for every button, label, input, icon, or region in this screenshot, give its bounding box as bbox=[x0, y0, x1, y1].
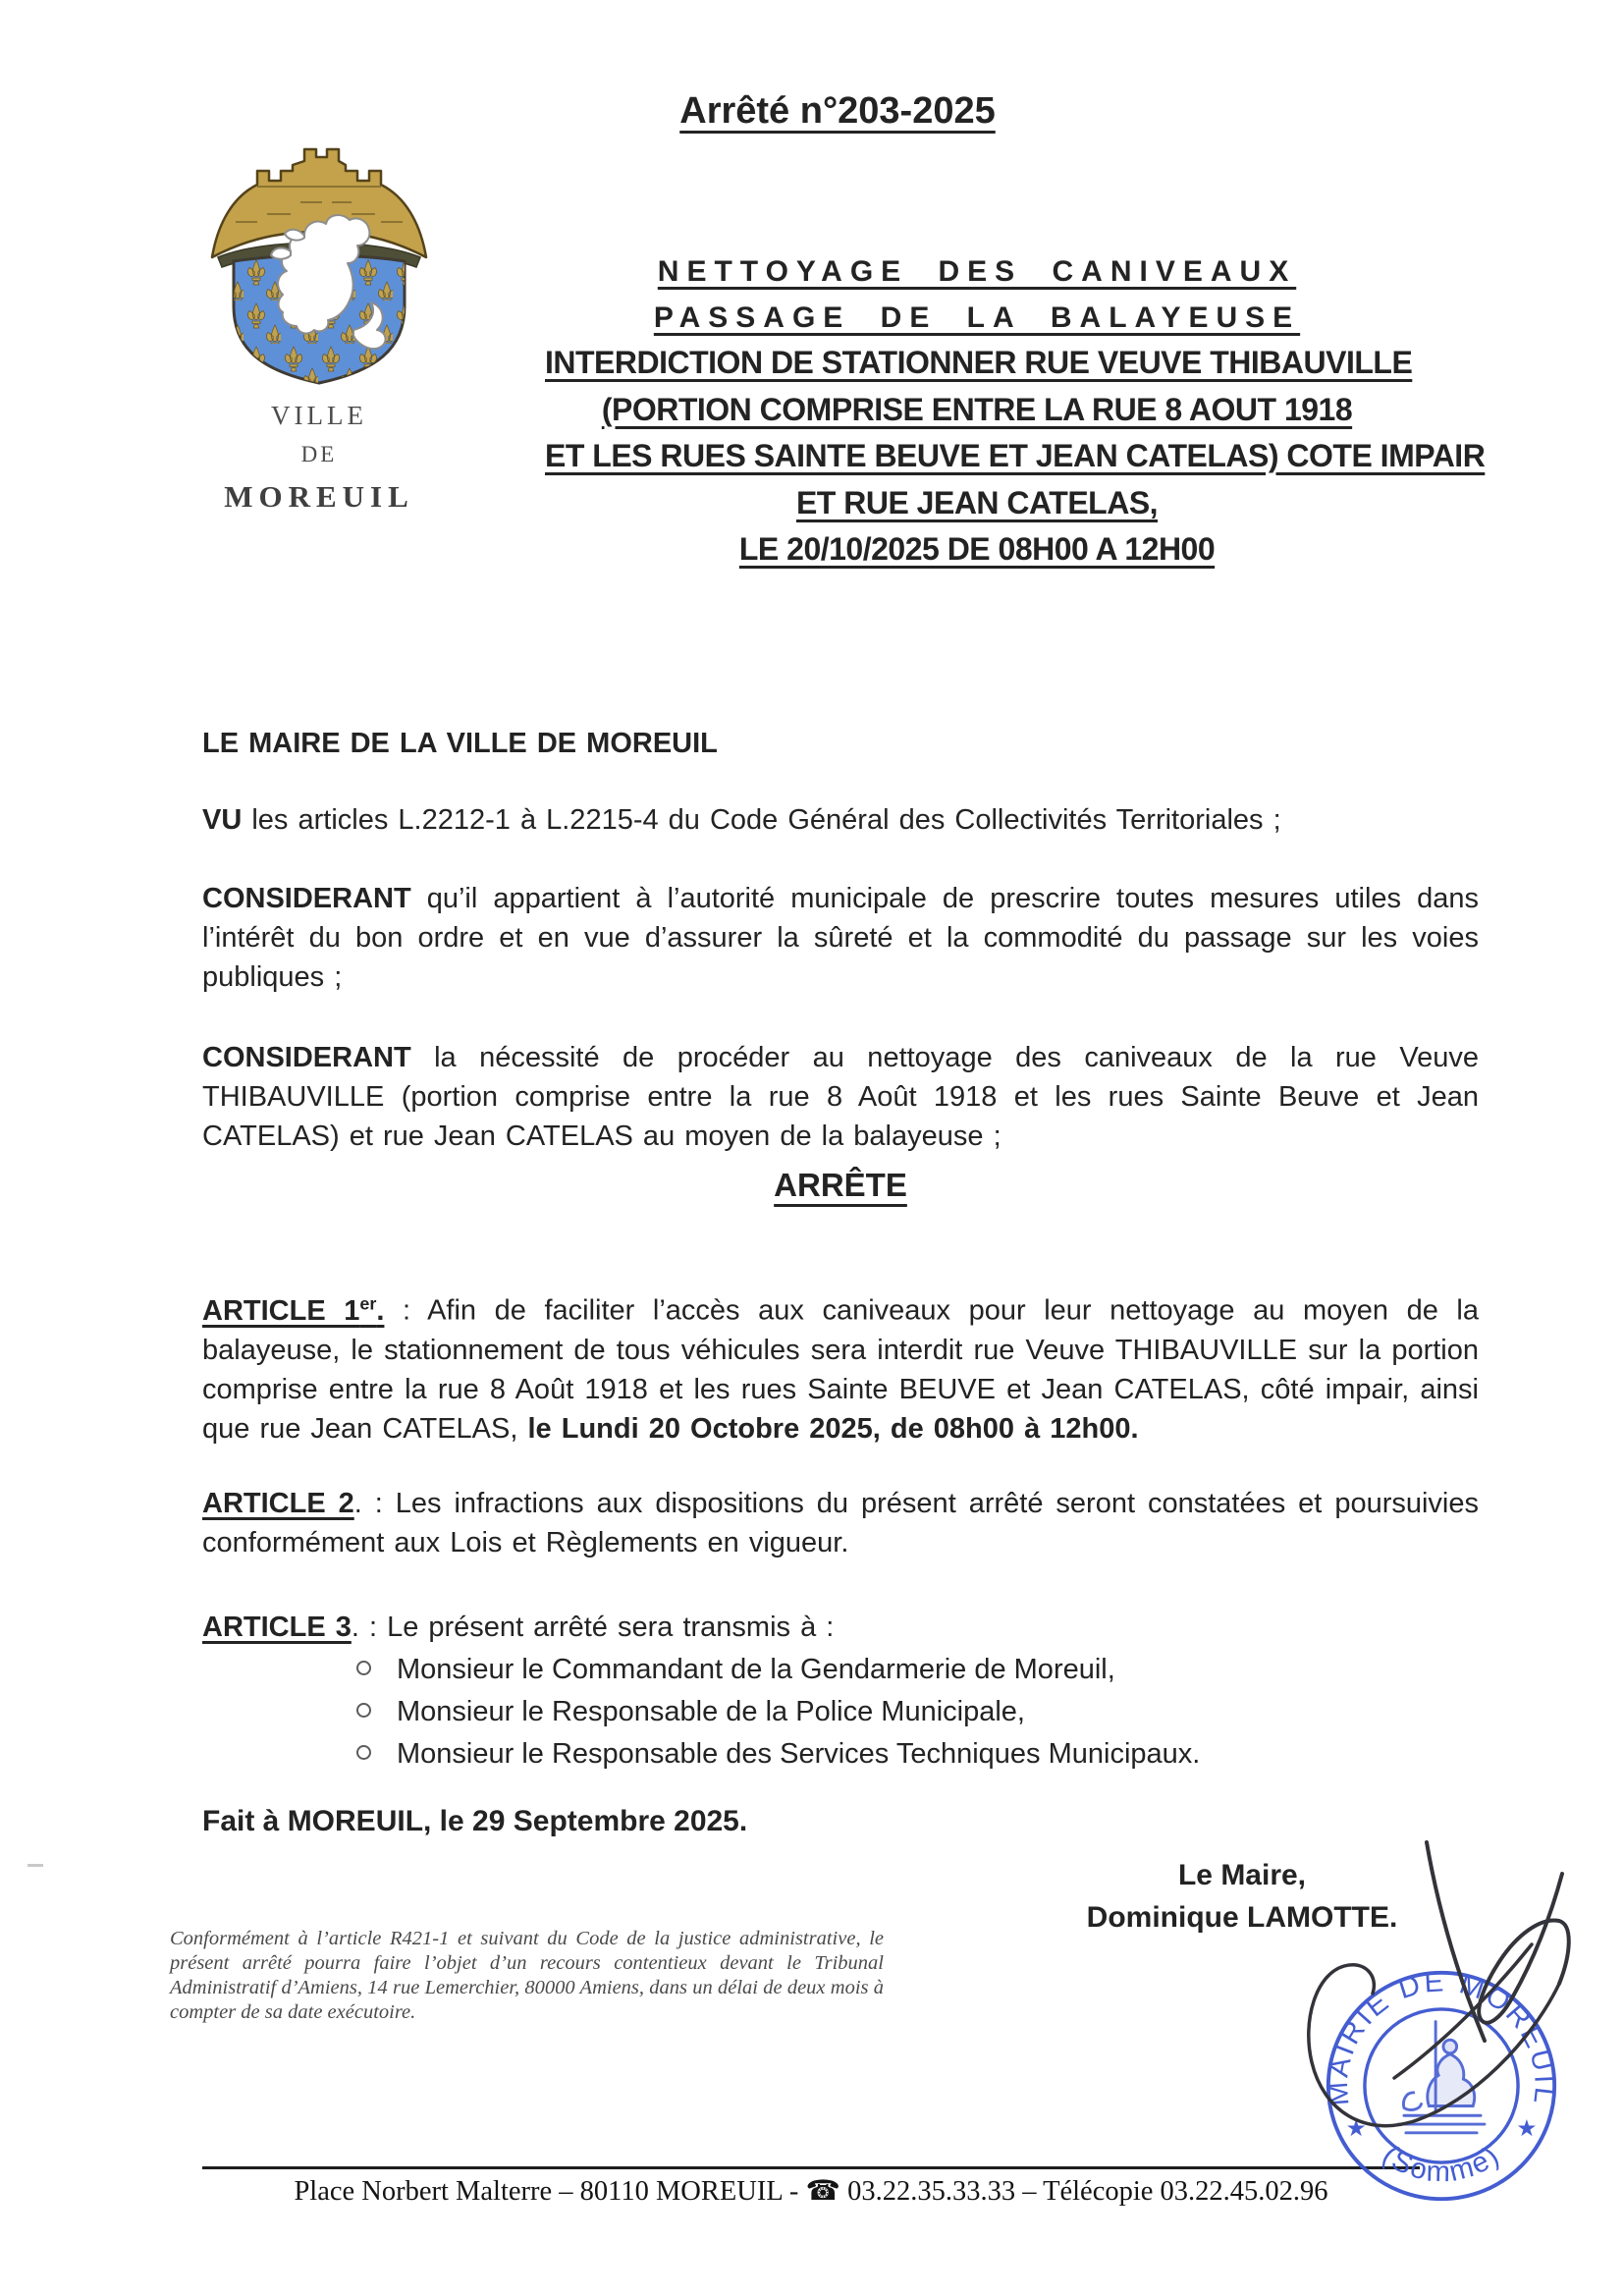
vu-lead: VU bbox=[202, 804, 243, 836]
subject-line: LE 20/10/2025 DE 08H00 A 12H00 bbox=[738, 531, 1216, 567]
arrete-heading: ARRÊTE bbox=[774, 1167, 907, 1203]
considerant1-paragraph bbox=[202, 879, 1479, 997]
subject-line: PASSAGE DE LA BALAYEUSE bbox=[653, 301, 1301, 334]
considerant2-text: la nécessité de procéder au nettoyage des caniveaux de la rue Veuve THIBAUVILLE (portion comprise entre la rue 8 Août 1918 et les rues Sainte Beuve et Jean CATELAS) et rue Jean CATELAS au moyen de la balayeuse ; bbox=[202, 1042, 1479, 1152]
list-item bbox=[356, 1696, 1200, 1738]
considerant1-lead: CONSIDERANT bbox=[202, 883, 411, 914]
subject-line: NETTOYAGE DES CANIVEAUX bbox=[657, 255, 1297, 288]
article3-separator: . : bbox=[351, 1612, 388, 1643]
list-item bbox=[356, 1738, 1200, 1780]
vu-text: les articles L.2212-1 à L.2215-4 du Code Général des Collectivités Territoriales ; bbox=[242, 804, 1281, 836]
recipient-text: Monsieur le Responsable de la Police Municipale, bbox=[397, 1696, 1025, 1727]
scan-artifact-dash bbox=[27, 1864, 43, 1867]
footer-address-line: Place Norbert Malterre – 80110 MOREUIL - ☎ 03.22.35.33.33 – Télécopie 03.22.45.02.96 bbox=[294, 2176, 1328, 2207]
subject-block bbox=[545, 251, 1486, 576]
place-date-line: Fait à MOREUIL, le 29 Septembre 2025. bbox=[202, 1805, 748, 1837]
signer-name: Dominique LAMOTTE. bbox=[1086, 1901, 1398, 1934]
city-name-block bbox=[196, 401, 442, 515]
handwritten-signature-icon bbox=[1296, 1817, 1624, 2229]
recipients-list bbox=[356, 1654, 1200, 1780]
article1-paragraph bbox=[202, 1284, 1479, 1449]
legal-notice: Conformément à l’article R421-1 et suivant du Code de la justice administrative, le présent arrêté pourra faire l’objet d’un recours contentieux devant le Tribunal Administratif d’Amiens, 14 rue Lemerchier, 80000 Amiens, dans un délai de deux mois à compter de sa date exécutoire. bbox=[170, 1928, 884, 2023]
page-title-text: Arrêté n°203-2025 bbox=[679, 90, 996, 132]
article1-lead: ARTICLE 1er. bbox=[202, 1293, 385, 1327]
article3-text: Le présent arrêté sera transmis à : bbox=[387, 1612, 835, 1643]
subject-line: (PORTION COMPRISE ENTRE LA RUE 8 AOUT 1918 bbox=[601, 391, 1353, 427]
article1-date-bold: le Lundi 20 Octobre 2025, de 08h00 à 12h00. bbox=[527, 1412, 1139, 1445]
article2-lead: ARTICLE 2 bbox=[202, 1488, 354, 1519]
article1-separator: : bbox=[384, 1294, 428, 1327]
opening-line: LE MAIRE DE LA VILLE DE MOREUIL bbox=[202, 728, 718, 759]
bullet-circle-icon bbox=[356, 1745, 371, 1760]
subject-line: INTERDICTION DE STATIONNER RUE VEUVE THIBAUVILLE bbox=[545, 345, 1413, 380]
recipient-text: Monsieur le Responsable des Services Techniques Municipaux. bbox=[397, 1738, 1201, 1770]
article3-paragraph bbox=[202, 1608, 1479, 1647]
bullet-circle-icon bbox=[356, 1661, 371, 1675]
article1-text: Afin de faciliter l’accès aux caniveaux pour leur nettoyage au moyen de la balayeuse, le stationnement de tous véhicules sera interdit rue Veuve THIBAUVILLE sur la portion comprise entre la rue 8 Août 1918 et les rues Sainte BEUVE et Jean CATELAS, côté impair, ainsi que rue Jean CATELAS, bbox=[202, 1294, 1480, 1445]
recipient-text: Monsieur le Commandant de la Gendarmerie de Moreuil, bbox=[397, 1654, 1115, 1685]
article2-separator: . : bbox=[353, 1488, 396, 1519]
subject-line: ET RUE JEAN CATELAS, bbox=[795, 484, 1159, 520]
page-title bbox=[550, 90, 1125, 133]
city-name-line: VILLE bbox=[271, 401, 367, 430]
vu-paragraph bbox=[202, 800, 1479, 840]
article3-lead: ARTICLE 3 bbox=[202, 1612, 352, 1643]
subject-line: ET LES RUES SAINTE BEUVE ET JEAN CATELAS) COTE IMPAIR bbox=[545, 438, 1486, 473]
considerant2-lead: CONSIDERANT bbox=[202, 1042, 411, 1073]
bullet-circle-icon bbox=[356, 1703, 371, 1718]
stamp-arc-top-text: MAIRIE DE MOREUIL bbox=[1322, 1966, 1561, 2108]
city-name-line: DE bbox=[300, 442, 338, 466]
signer-title: Le Maire, bbox=[1177, 1859, 1307, 1891]
coat-of-arms-icon bbox=[206, 128, 432, 388]
footer-divider bbox=[202, 2166, 1420, 2169]
article2-paragraph bbox=[202, 1484, 1479, 1562]
stamp-star-left-icon: ★ bbox=[1345, 2114, 1367, 2141]
stamp-arc-bottom-text: (Somme) bbox=[1376, 2138, 1507, 2189]
stamp-star-right-icon: ★ bbox=[1516, 2114, 1538, 2141]
article2-text: Les infractions aux dispositions du présent arrêté seront constatées et poursuivies conformément aux Lois et Règlements en vigueur. bbox=[202, 1488, 1479, 1558]
considerant2-paragraph bbox=[202, 1038, 1479, 1156]
list-item bbox=[356, 1654, 1200, 1696]
considerant1-text: qu’il appartient à l’autorité municipale de prescrire toutes mesures utiles dans l’intérêt du bon ordre et en vue d’assurer la sûreté et la commodité du passage sur les voies publiques ; bbox=[202, 883, 1479, 993]
city-name-line: MOREUIL bbox=[224, 479, 414, 514]
